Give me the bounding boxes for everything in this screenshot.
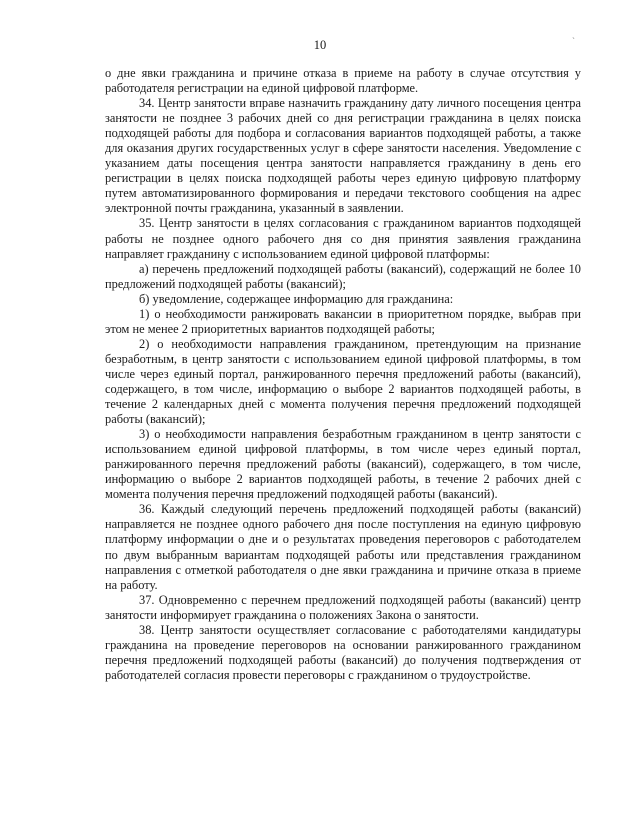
paragraph-continuation: о дне явки гражданина и причине отказа в приеме на работу в случае отсутствия у работодателя регистрации на единой цифровой платформе. (105, 66, 581, 96)
paragraph-35-b-3: 3) о необходимости направления безработным гражданином в центр занятости с использованием единой цифровой платформы, в том числе через единый портал, ранжированного перечня предложений работы (вакансий), содержащего, в том числе, информацию о выборе 2 вариантов подходящей работы, в течение 2 рабочих дней с момента получения перечня предложений подходящей работы (вакансий). (105, 427, 581, 502)
paragraph-37: 37. Одновременно с перечнем предложений подходящей работы (вакансий) центр занятости информирует гражданина о положениях Закона о занятости. (105, 592, 581, 622)
paragraph-35-b-2: 2) о необходимости направления гражданином, претендующим на признание безработным, в центр занятости с использованием единой цифровой платформы, в том числе через единый портал, ранжированного перечня предложений работы (вакансий), содержащего, в том числе, информацию о выборе 2 вариантов подходящей работы, в течение 2 календарных дней с момента получения перечня предложений подходящей работы (вакансий); (105, 336, 581, 427)
paragraph-36: 36. Каждый следующий перечень предложений подходящей работы (вакансий) направляется не позднее одного рабочего дня после поступления на единую цифровую платформу информации о дне и о результатах проведения переговоров с работодателем по двум выбранным вариантам подходящей работы или представления гражданином направления с отметкой работодателя о дне явки гражданина и причине отказа в приеме на работу. (105, 502, 581, 592)
paragraph-35-b-1: 1) о необходимости ранжировать вакансии в приоритетном порядке, выбрав при этом не менее 2 приоритетных вариантов подходящей работы; (105, 306, 581, 336)
paragraph-35-a: а) перечень предложений подходящей работы (вакансий), содержащий не более 10 предложений подходящей работы (вакансий); (105, 261, 581, 291)
document-body (105, 66, 581, 683)
paragraph-34: 34. Центр занятости вправе назначить гражданину дату личного посещения центра занятости не позднее 3 рабочих дней со дня регистрации гражданина в целях поиска подходящей работы для подбора и согласования вариантов подходящей работы, а также для оказания других государственных услуг в сфере занятости населения. Уведомление с указанием даты посещения центра занятости направляется гражданину в день его регистрации в целях поиска подходящей работы через единую цифровую платформу путем автоматизированного формирования и передачи текстового сообщения на адрес электронной почты гражданина, указанный в заявлении. (105, 96, 581, 216)
page-number: 10 (313, 38, 327, 52)
paragraph-35: 35. Центр занятости в целях согласования с гражданином вариантов подходящей работы не позднее одного рабочего дня со дня принятия заявления гражданина направляет гражданину с использованием единой цифровой платформы: (105, 216, 581, 261)
paragraph-38: 38. Центр занятости осуществляет согласование с работодателями кандидатуры гражданина на проведение переговоров на основании ранжированного гражданином перечня предложений подходящей работы (вакансий) до получения подтверждения от работодателей согласия провести переговоры с гражданином о трудоустройстве. (105, 622, 581, 682)
paragraph-35-b: б) уведомление, содержащее информацию для гражданина: (139, 291, 454, 306)
scan-speck: ˋ (572, 36, 575, 46)
